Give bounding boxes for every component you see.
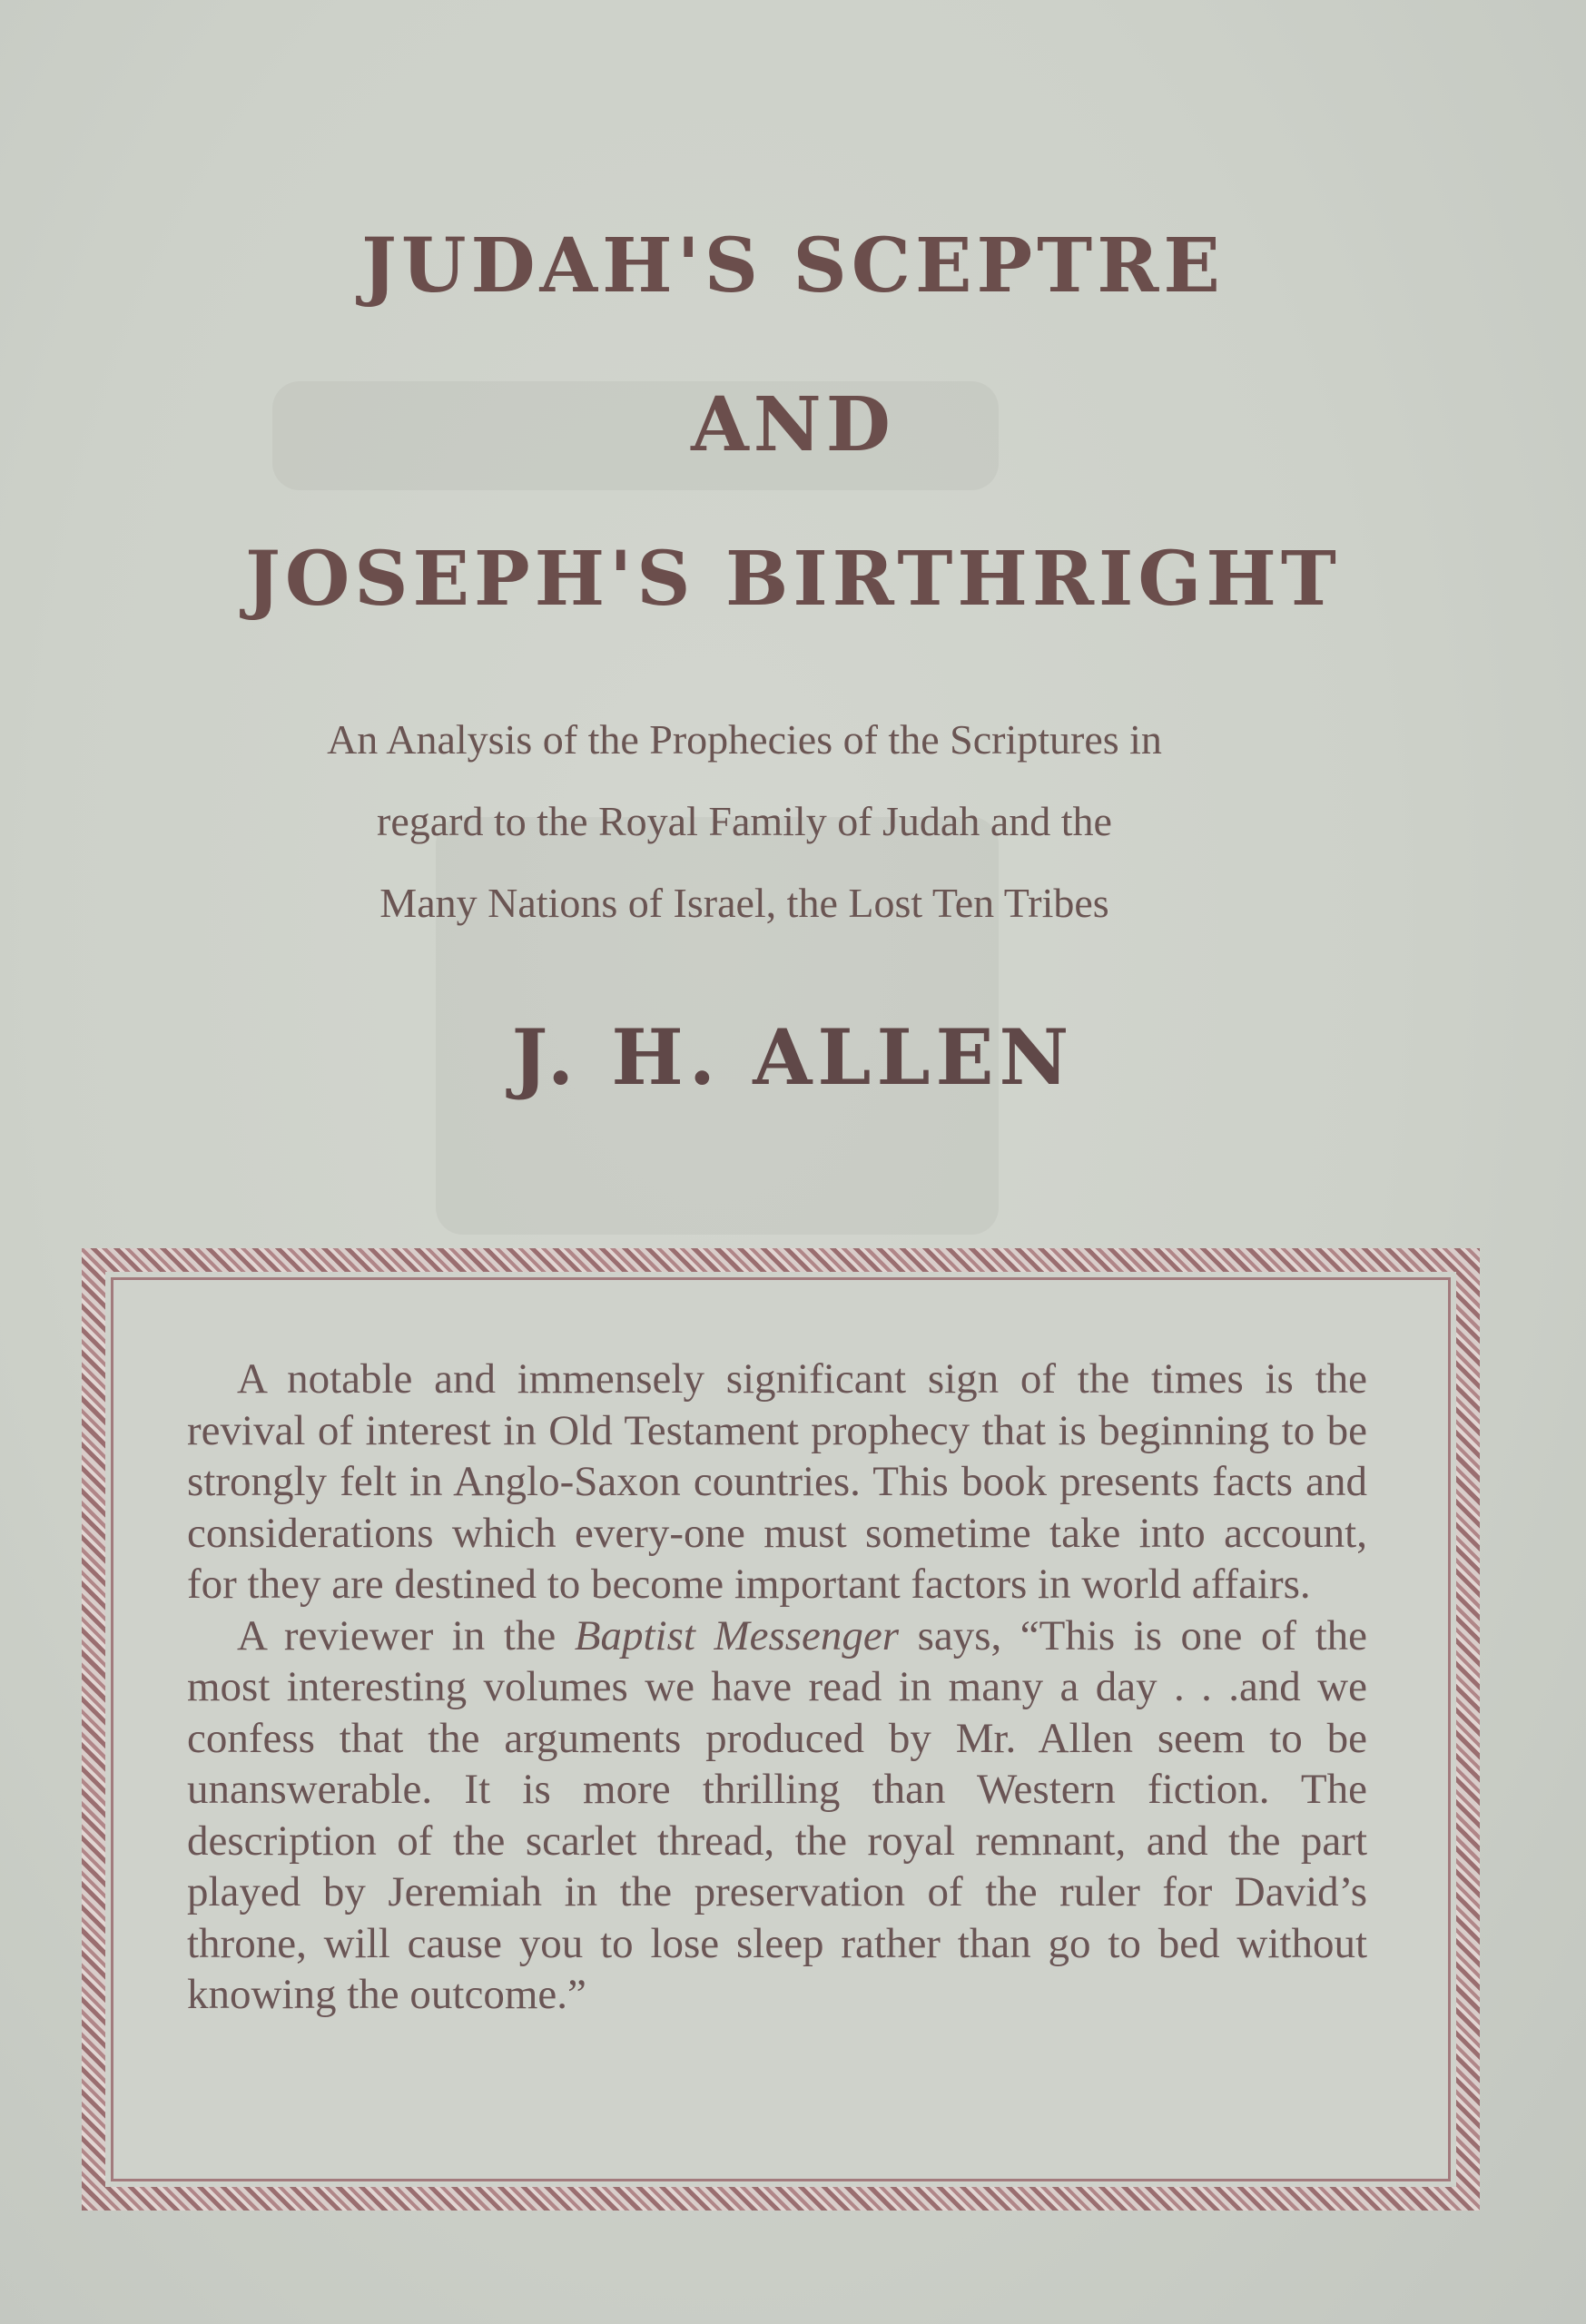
blurb-text <box>187 1354 1367 2021</box>
title-line-2: AND <box>691 381 895 468</box>
blurb-paragraph-2-rest: says, “This is one of the most interesting volumes we have read in many a day . . .and we confess that the arguments produced by Mr. Allen seem to be unanswerable. It is more thrilling than Western fiction. The description of the scarlet thread, the royal remnant, and the part played by Jeremiah in the preservation of the ruler for David’s throne, will cause you to lose sleep rather than go to bed without knowing the outcome.” <box>187 1611 1368 2018</box>
blurb-paragraph-2-prefix: A reviewer in the <box>237 1611 575 1659</box>
subtitle-line-1: An Analysis of the Prophecies of the Scriptures in <box>327 716 1162 763</box>
review-source: Baptist Messenger <box>574 1611 900 1659</box>
blurb-paragraph-1: A notable and immensely significant sign of the times is the revival of interest in Old Testament prophecy that is beginning to be strongly felt in Anglo-Saxon countries. This book presents facts and considerations which every-one must sometime take into account, for they are destined to become important factors in world affairs. <box>187 1355 1367 1608</box>
subtitle-line-2: regard to the Royal Family of Judah and the <box>377 798 1112 844</box>
title-line-3: JOSEPH'S BIRTHRIGHT <box>245 536 1341 623</box>
blurb-paragraph-2 <box>187 1610 1367 2021</box>
subtitle-line-3: Many Nations of Israel, the Lost Ten Tribes <box>379 880 1109 926</box>
author-name: J. H. ALLEN <box>511 1012 1075 1102</box>
subtitle <box>182 699 1307 944</box>
blurb-box <box>82 1248 1480 2211</box>
title-line-1: JUDAH'S SCEPTRE <box>361 222 1225 310</box>
